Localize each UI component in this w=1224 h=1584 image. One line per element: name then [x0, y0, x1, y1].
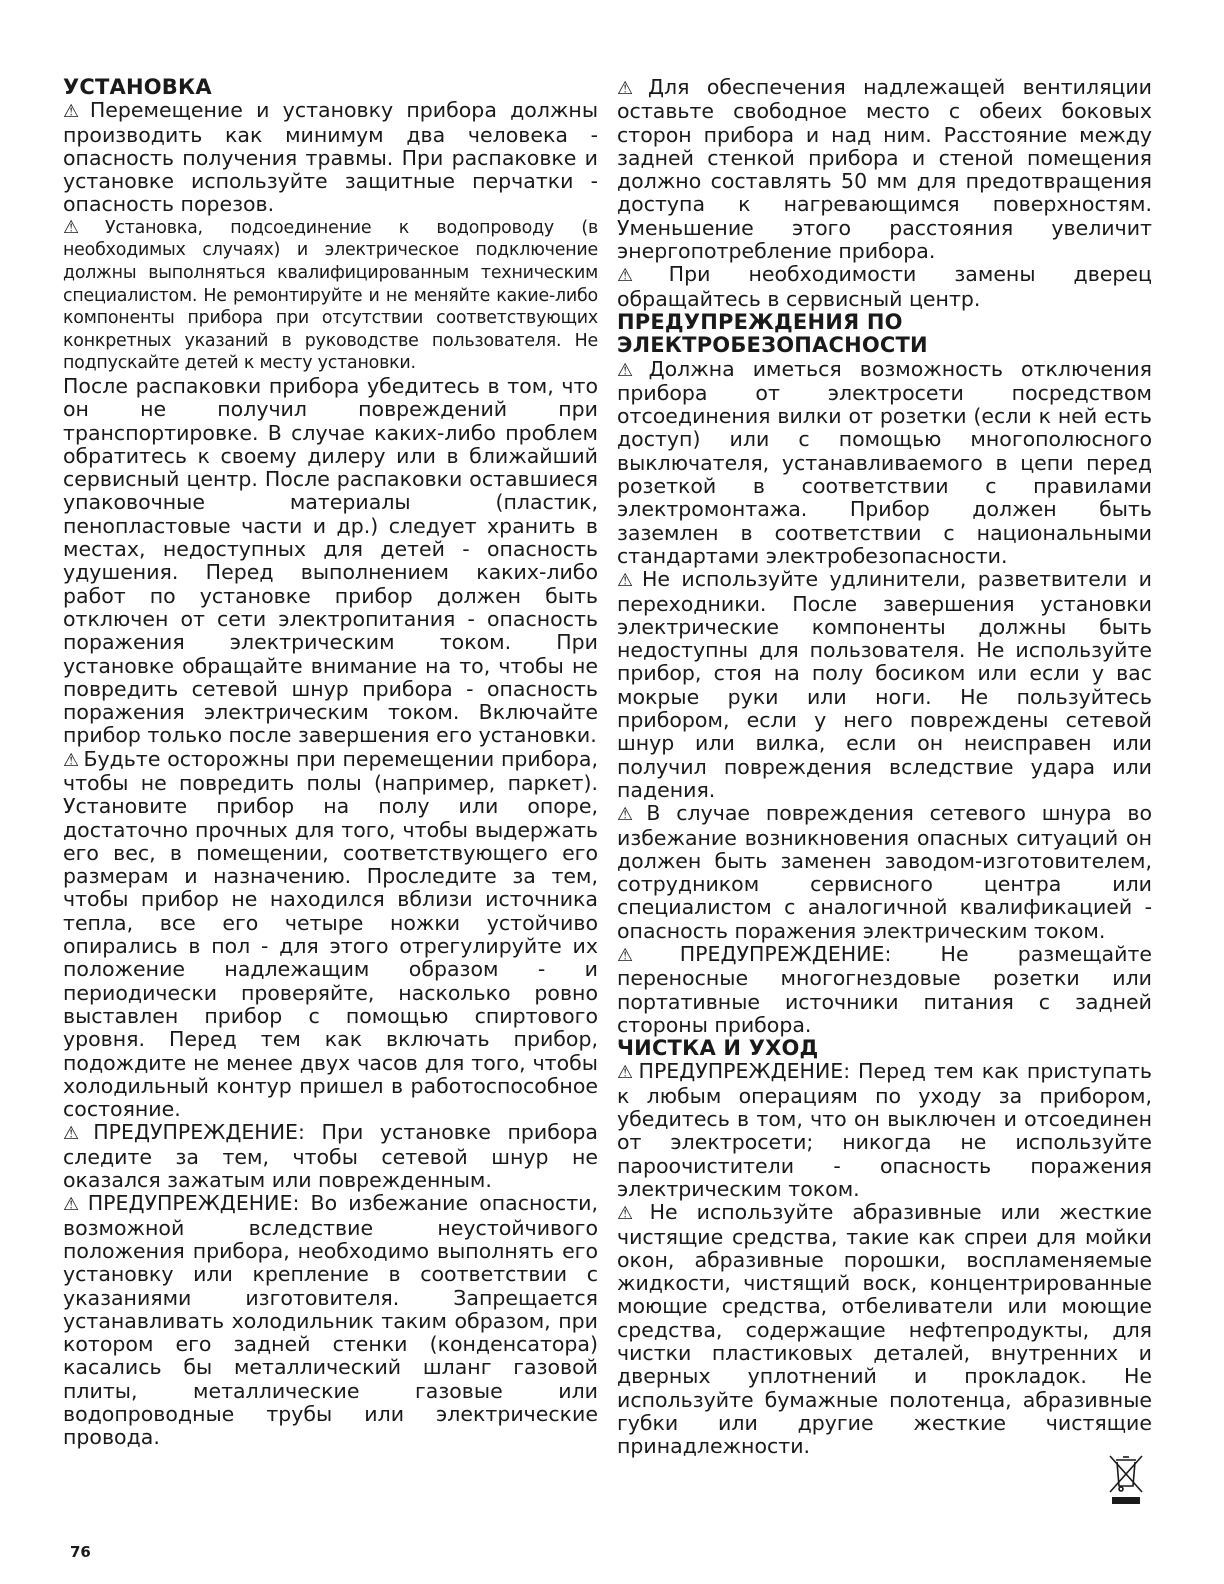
- paragraph: После распаковки прибора убедитесь в том, что он не получил повреждений при транспортировке. В случае каких-либо проблем обратитесь к своему дилеру или в ближайший сервисный центр. После распаковки оставшиеся упаковочные материалы (пластик, пенопластовые части и др.) следует хранить в местах, недоступных для детей - опасность удушения. Перед выполнением каких-либо работ по установке прибор должен быть отключен от сети электропитания - опасность поражения электрическим током. При установке обращайте внимание на то, чтобы не повредить сетевой шнур прибора - опасность поражения электрическим током. Включайте прибор только после завершения его установки.: [63, 373, 598, 748]
- paragraph: ⚠ Будьте осторожны при перемещении прибора, чтобы не повредить полы (например, паркет). Установите прибор на полу или опоре, достаточно прочных для того, чтобы выдержать его вес, в помещении, соответствующего его размерам и назначению. Проследите за тем, чтобы прибор не находился вблизи источника тепла, все его четыре ножки устойчиво опирались в пол - для этого отрегулируйте их положение надлежащим образом - и периодически проверяйте, насколько ровно выставлен прибор с помощью спиртового уровня. Перед тем как включать прибор, подождите не менее двух часов для того, чтобы холодильный контур пришел в работоспособное состояние.: [63, 746, 599, 1122]
- warning-icon: ⚠: [63, 101, 86, 123]
- paragraph: ⚠ Должна иметься возможность отключения прибора от электросети посредством отсоединения вилки от розетки (если к ней есть доступ) или с помощью многополюсного выключателя, устанавливаемого в цепи перед розеткой в соответствии с правилами электромонтажа. Прибор должен быть заземлен в соответствии с национальными стандартами электробезопасности.: [617, 356, 1152, 568]
- section-heading-cleaning: ЧИСТКА И УХОД: [617, 1036, 819, 1061]
- warning-icon: ⚠: [617, 265, 665, 287]
- paragraph: ⚠ Не используйте абразивные или жесткие чистящие средства, такие как спреи для мойки окон, абразивные порошки, воспламеняемые жидкости, чистящий воск, концентрированные моющие средства, отбеливатели или моющие средства, содержащие нефтепродукты, для чистки пластиковых деталей, внутренних и дверных уплотнений и прокладок. Не используйте бумажные полотенца, абразивные губки или другие жесткие чистящие принадлежности.: [617, 1200, 1152, 1459]
- right-column: [617, 76, 1152, 1459]
- warning-icon: ⚠: [617, 359, 645, 381]
- warning-icon: ⚠: [617, 78, 645, 99]
- left-column: [63, 76, 598, 1450]
- paragraph: ⚠ ПРЕДУПРЕЖДЕНИЕ: Не размещайте переносные многогнездовые розетки или портативные источники питания с задней стороны прибора.: [617, 941, 1152, 1037]
- warning-icon: ⚠: [617, 804, 643, 826]
- warning-icon: ⚠: [617, 1203, 646, 1225]
- paragraph: ⚠ Для обеспечения надлежащей вентиляции оставьте свободное место с обеих боковых сторон прибора и над ним. Расстояние между задней стенкой прибора и стеной помещения должно составлять 50 мм для предотвращения доступа к нагревающимся поверхностям. Уменьшение этого расстояния увеличит энергопотребление прибора.: [617, 75, 1153, 264]
- section-heading-electrical-line1: ПРЕДУПРЕЖДЕНИЯ ПО: [617, 309, 903, 334]
- warning-icon: ⚠: [63, 1123, 90, 1145]
- warning-icon: ⚠: [617, 570, 639, 592]
- paragraph: ⚠ ПРЕДУПРЕЖДЕНИЕ: При установке прибора следите за тем, чтобы сетевой шнур не оказался зажатым или поврежденным.: [63, 1120, 598, 1193]
- warning-icon: ⚠: [617, 944, 676, 966]
- paragraph: ⚠ ПРЕДУПРЕЖДЕНИЕ: Во избежание опасности, возможной вследствие неустойчивого положения прибора, необходимо выполнять его установку или крепление в соответствии с указаниями изготовителя. Запрещается устанавливать холодильник таким образом, при котором его задней стенки (конденсатора) касались бы металлический шланг газовой плиты, металлические газовые или водопроводные трубы или электрические провода.: [63, 1191, 598, 1450]
- paragraph: ⚠ В случае повреждения сетевого шнура во избежание возникновения опасных ситуаций он должен быть заменен заводом-изготовителем, сотрудником сервисного центра или специалистом с аналогичной квалификацией - опасность поражения электрическим током.: [617, 801, 1152, 943]
- paragraph: ⚠ Установка, подсоединение к водопроводу (в необходимых случаях) и электрическое подключение должны выполняться квалифицированным техническим специалистом. Не ремонтируйте и не меняйте какие-либо компоненты прибора при отсутствии соответствующих конкретных указаний в руководстве пользователя. Не подпускайте детей к месту установки.: [63, 216, 599, 374]
- paragraph: ⚠ При необходимости замены дверец обращайтесь в сервисный центр.: [617, 262, 1152, 311]
- crossed-out-bin-icon: [1106, 1452, 1146, 1508]
- warning-icon: ⚠: [617, 1062, 635, 1084]
- warning-icon: ⚠: [63, 749, 80, 771]
- paragraph: ⚠ Перемещение и установку прибора должны производить как минимум два человека - опасность получения травмы. При распаковке и установке используйте защитные перчатки - опасность порезов.: [63, 98, 598, 217]
- paragraph: ⚠ Не используйте удлинители, разветвители и переходники. После завершения установки электрические компоненты должны быть недоступны для пользователя. Не используйте прибор, стоя на полу босиком или если у вас мокрые руки или ноги. Не пользуйтесь прибором, если у него повреждены сетевой шнур или вилка, если он неисправен или получил повреждения вследствие удара или падения.: [617, 567, 1153, 802]
- warning-icon: ⚠: [63, 216, 101, 238]
- section-heading-electrical-line2: ЭЛЕКТРОБЕЗОПАСНОСТИ: [617, 333, 928, 358]
- warning-icon: ⚠: [63, 1194, 84, 1216]
- paragraph: ⚠ ПРЕДУПРЕЖДЕНИЕ: Перед тем как приступать к любым операциям по уходу за прибором, убедитесь в том, что он выключен и отсоединен от электросети; никогда не используйте пароочистители - опасность поражения электрическим током.: [617, 1059, 1153, 1201]
- section-heading-installation: УСТАНОВКА: [63, 75, 212, 99]
- page-number: 76: [70, 1543, 91, 1561]
